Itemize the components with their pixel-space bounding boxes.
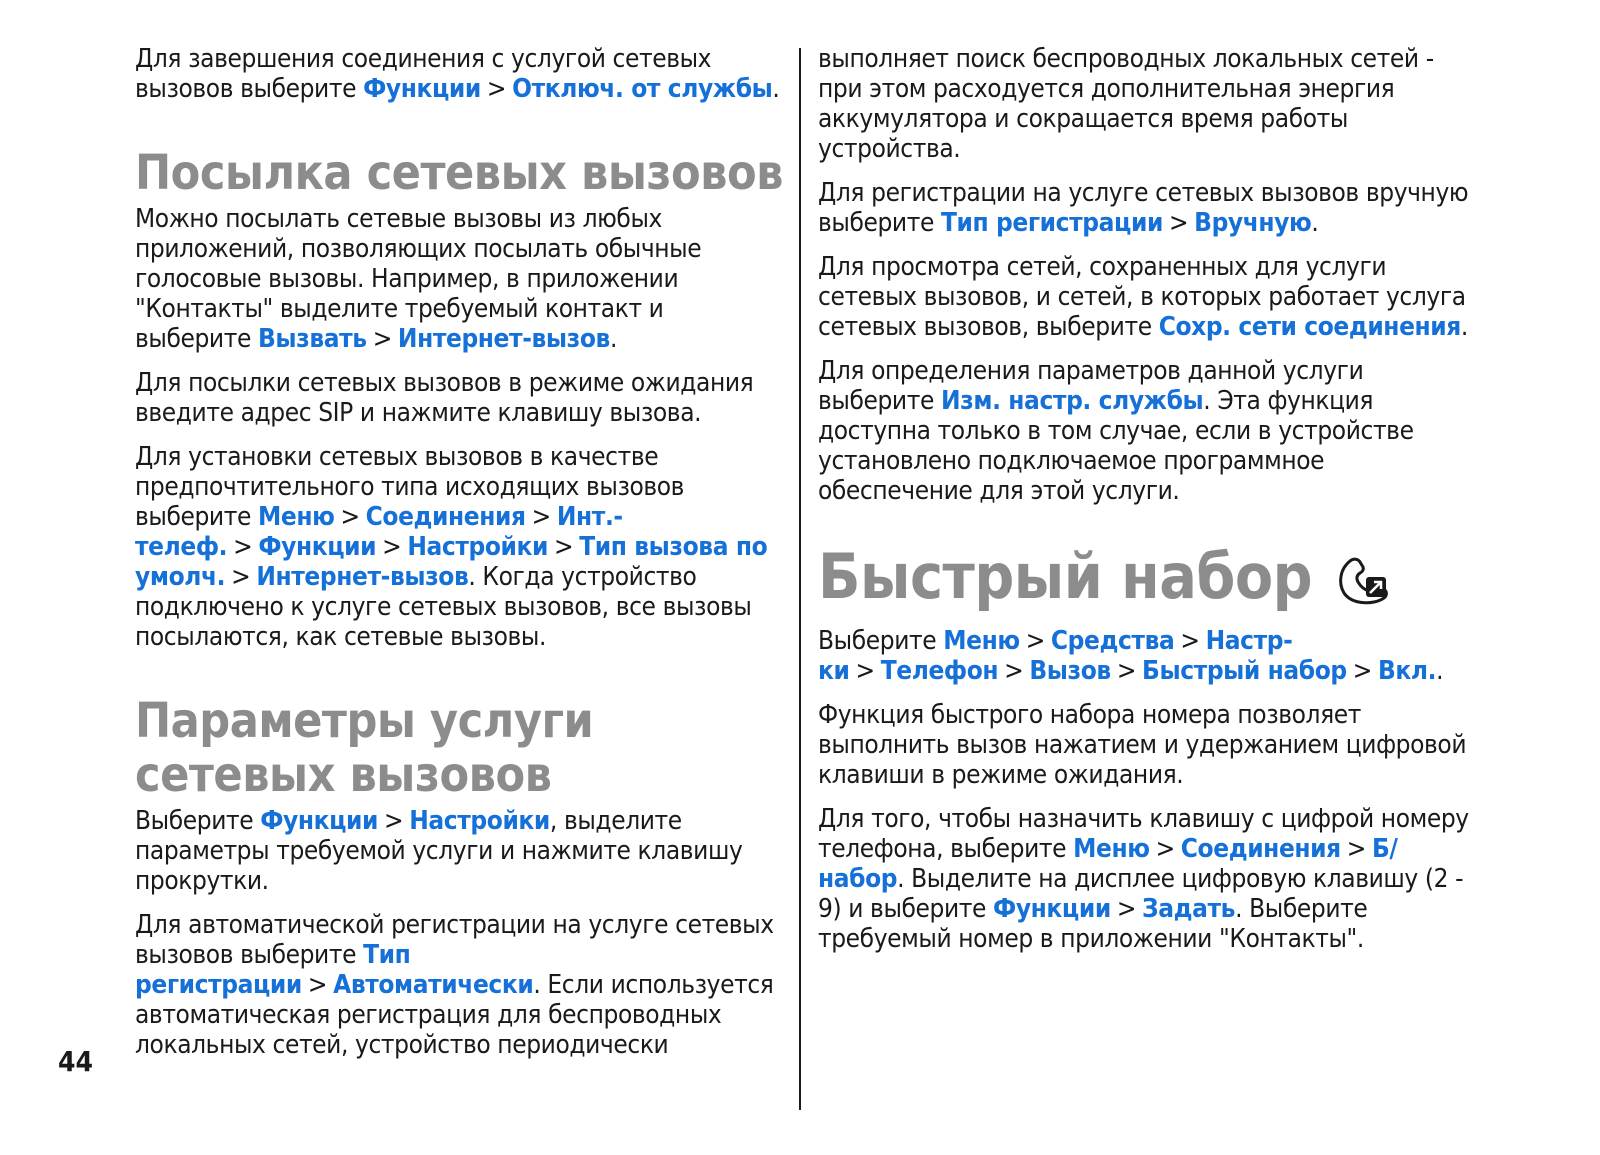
separator: > [531, 502, 551, 532]
paragraph-saved-networks [818, 252, 1478, 342]
link-soedineniya[interactable]: Соединения [365, 502, 526, 532]
link-telefon[interactable]: Телефон [880, 656, 999, 686]
link-bystry-nabor[interactable]: Быстрый набор [1142, 656, 1347, 686]
link-vruchnuyu[interactable]: Вручную [1194, 208, 1312, 238]
paragraph-end: . Выберите требуемый номер в приложении "Контакты". [818, 894, 1368, 954]
link-vyzvat[interactable]: Вызвать [257, 324, 367, 354]
heading-text: Быстрый набор [818, 540, 1313, 613]
link-otkluch-ot-sluzhby[interactable]: Отключ. от службы [512, 74, 773, 104]
phone-handset-icon [1334, 549, 1390, 605]
separator: > [1004, 656, 1024, 686]
link-nastroiki[interactable]: Настройки [409, 806, 550, 836]
paragraph-end: . Когда устройство подключено к услуге сетевых вызовов, все вызовы посылаются, как сетевые вызовы. [135, 562, 752, 652]
link-zadat[interactable]: Задать [1142, 894, 1236, 924]
link-sredstva[interactable]: Средства [1050, 626, 1175, 656]
separator: > [855, 656, 875, 686]
paragraph-text: . Выделите на дисплее цифровую клавишу (2 - 9) и выберите [818, 864, 1464, 924]
link-vkl[interactable]: Вкл. [1377, 656, 1437, 686]
link-izm-nastr-sluzhby[interactable]: Изм. настр. службы [940, 386, 1204, 416]
paragraph-speed-dial-function: Функция быстрого набора номера позволяет выполнить вызов нажатием и удержанием цифровой клавиши в режиме ожидания. [818, 700, 1467, 790]
separator: > [1025, 626, 1045, 656]
heading-params: Параметры услуги сетевых вызовов [135, 693, 594, 803]
separator: > [1352, 656, 1372, 686]
paragraph-manual-registration [818, 178, 1478, 238]
paragraph-text: Для определения параметров данной услуги выберите [818, 356, 1364, 416]
paragraph-text: Выберите [135, 806, 261, 836]
paragraph-standby-sip: Для посылки сетевых вызовов в режиме ожидания введите адрес SIP и нажмите клавишу вызова. [135, 368, 754, 428]
separator: > [384, 806, 404, 836]
paragraph-end: . [1311, 208, 1319, 238]
page-number: 44 [58, 1045, 94, 1078]
separator: > [340, 502, 360, 532]
link-funktsii[interactable]: Функции [260, 806, 379, 836]
link-funktsii[interactable]: Функции [258, 532, 377, 562]
link-soedineniya[interactable]: Соединения [1180, 834, 1341, 864]
separator: > [554, 532, 574, 562]
paragraph-enable-speed-dial [818, 626, 1478, 686]
paragraph-end: . [1460, 312, 1468, 342]
separator: > [231, 562, 251, 592]
left-column [135, 44, 785, 1074]
paragraph-wlan-search: выполняет поиск беспроводных локальных сетей - при этом расходуется дополнительная энергия аккумулятора и сокращается время работы устройства. [818, 44, 1434, 164]
link-tip-registratsii[interactable]: Тип регистрации [940, 208, 1163, 238]
paragraph-select-settings [135, 806, 785, 896]
link-avtomaticheski[interactable]: Автоматически [333, 970, 534, 1000]
paragraph-auto-registration [135, 910, 785, 1060]
link-nastroiki[interactable]: Настройки [407, 532, 549, 562]
paragraph-text: Для того, чтобы назначить клавишу с цифрой номеру телефона, выберите [818, 804, 1469, 864]
paragraph-text: Для просмотра сетей, сохраненных для услуги сетевых вызовов, и сетей, в которых работает услуга сетевых вызовов, выберите [818, 252, 1466, 342]
link-menu[interactable]: Меню [257, 502, 335, 532]
link-nastr-ki[interactable]: Настр-ки [818, 626, 1293, 686]
paragraph-assign-key [818, 804, 1478, 954]
paragraph-service-params [818, 356, 1478, 506]
paragraph-end: . [609, 324, 617, 354]
link-menu[interactable]: Меню [943, 626, 1020, 656]
paragraph-text: Можно посылать сетевые вызовы из любых приложений, позволяющих посылать обычные голосовые вызовы. Например, в приложении "Контакты" выделите требуемый контакт и выберите [135, 204, 702, 354]
paragraph-text: Для установки сетевых вызовов в качестве предпочтительного типа исходящих вызовов выберите [135, 442, 685, 532]
separator: > [1155, 834, 1175, 864]
separator: > [486, 74, 507, 104]
paragraph-text: Для регистрации на услуге сетевых вызовов вручную выберите [818, 178, 1469, 238]
link-internet-vyzov[interactable]: Интернет-вызов [256, 562, 469, 592]
link-int-telef[interactable]: Инт.-телеф. [135, 502, 623, 562]
paragraph-end: , выделите параметры требуемой услуги и нажмите клавишу прокрутки. [135, 806, 743, 896]
link-funktsii[interactable]: Функции [993, 894, 1111, 924]
paragraph-end: . Эта функция доступна только в том случае, если в устройстве установлено подключаемое программное обеспечение для этой услуги. [818, 386, 1414, 506]
heading-bystry-nabor [818, 542, 1478, 612]
separator: > [307, 970, 328, 1000]
paragraph-text: Выберите [818, 626, 944, 656]
link-menu[interactable]: Меню [1073, 834, 1150, 864]
paragraph-end: . [772, 74, 780, 104]
separator: > [372, 324, 392, 354]
link-funktsii[interactable]: Функции [363, 74, 481, 104]
link-internet-vyzov[interactable]: Интернет-вызов [397, 324, 610, 354]
paragraph-text: Для завершения соединения с услугой сетевых вызовов выберите [135, 44, 712, 104]
separator: > [1168, 208, 1189, 238]
link-b-nabor[interactable]: Б/набор [818, 834, 1398, 894]
heading-posylka: Посылка сетевых вызовов [135, 145, 784, 201]
separator: > [233, 532, 253, 562]
column-divider [799, 48, 801, 1110]
link-vyzov[interactable]: Вызов [1029, 656, 1111, 686]
separator: > [382, 532, 402, 562]
paragraph-text: Для автоматической регистрации на услуге сетевых вызовов выберите [135, 910, 774, 970]
separator: > [1116, 656, 1137, 686]
paragraph-end-connection [135, 44, 785, 104]
link-tip-registratsii[interactable]: Тип регистрации [135, 940, 411, 1000]
right-column [818, 44, 1478, 968]
paragraph-send-calls [135, 204, 785, 354]
separator: > [1346, 834, 1366, 864]
paragraph-end: . Если используется автоматическая регистрация для беспроводных локальных сетей, устройство периодически [135, 970, 774, 1060]
link-tip-vyzova-po-umolch[interactable]: Тип вызова по умолч. [135, 532, 768, 592]
separator: > [1180, 626, 1200, 656]
paragraph-end: . [1436, 656, 1444, 686]
separator: > [1116, 894, 1137, 924]
link-sokhr-seti-soedineniya[interactable]: Сохр. сети соединения [1158, 312, 1461, 342]
paragraph-default-call-type [135, 442, 785, 652]
